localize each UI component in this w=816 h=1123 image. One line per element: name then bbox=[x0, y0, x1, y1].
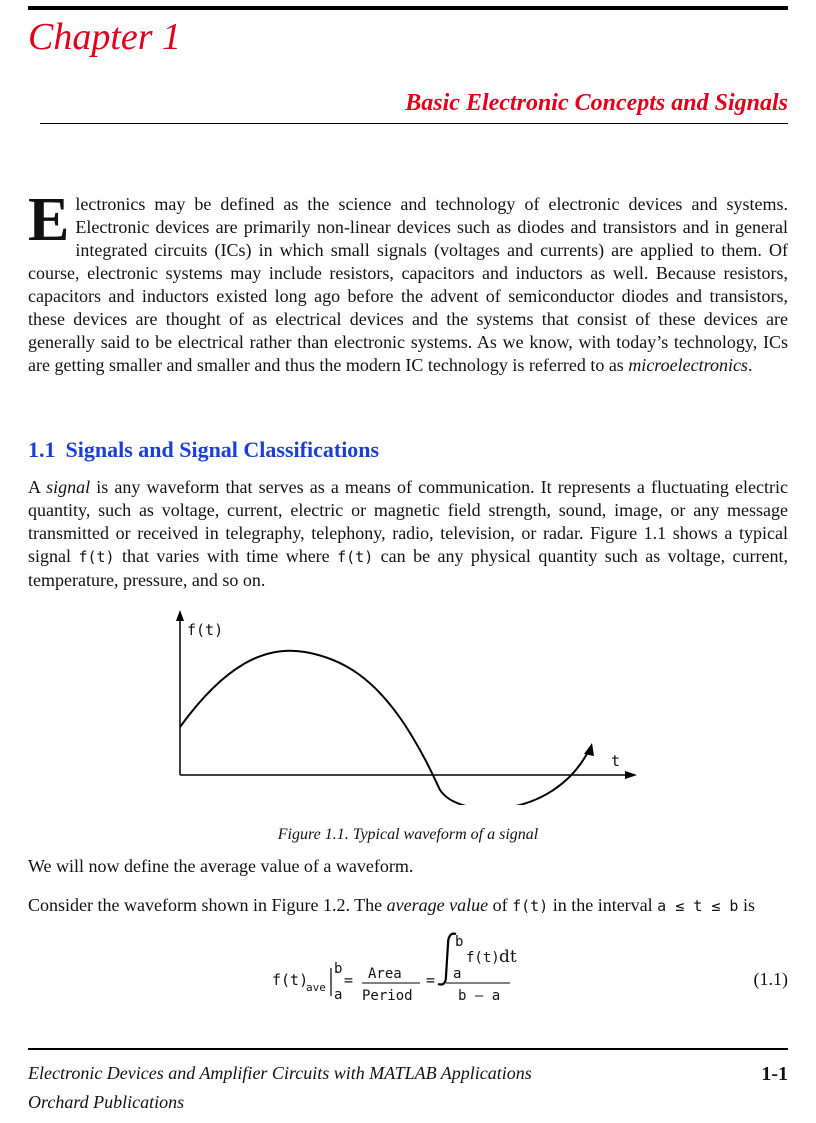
signal-math-2: f(t) bbox=[337, 548, 374, 566]
title-rule bbox=[40, 123, 788, 124]
signal-math-1: f(t) bbox=[78, 548, 115, 566]
signal-text-4: can be any physical quantity such as voltage, current, temperature, pressure, and so on. bbox=[28, 546, 789, 590]
signal-italic: signal bbox=[46, 477, 91, 497]
consider-italic: average value bbox=[386, 895, 489, 915]
signal-paragraph bbox=[28, 476, 788, 592]
section-title: Signals and Signal Classifications bbox=[65, 437, 380, 462]
intro-end: . bbox=[747, 355, 753, 375]
y-axis-arrow-icon bbox=[176, 610, 184, 621]
signal-text-1: A bbox=[28, 477, 47, 497]
top-rule bbox=[28, 6, 788, 10]
eq-frac-denominator: Period bbox=[362, 988, 413, 1004]
eq-lhs-f: f(t) bbox=[272, 971, 309, 989]
footer-publisher: Orchard Publications bbox=[28, 1092, 185, 1112]
consider-math-2: a ≤ t ≤ b bbox=[657, 897, 739, 915]
signal-text-2: is any waveform that serves as a means of communication. It represents a fluctuating electric quantity, such as voltage, current, electric or magnetic field strength, sound, image, or any message transmitted or received in telegraphy, telephony, radio, television, or radar. Figure 1.1 shows a typical signal bbox=[28, 477, 788, 566]
intro-paragraph bbox=[28, 186, 788, 377]
section-number: 1.1 bbox=[28, 437, 56, 462]
footer-rule bbox=[28, 1048, 788, 1050]
eq-equals-2: = bbox=[426, 971, 436, 989]
x-axis-label: t bbox=[611, 752, 621, 770]
eq-frac2-denominator: b – a bbox=[458, 988, 501, 1004]
consider-paragraph bbox=[28, 894, 788, 918]
y-axis-label: f(t) bbox=[187, 621, 224, 639]
consider-text-3: in the interval bbox=[548, 895, 658, 915]
eq-lhs-upper: b bbox=[334, 961, 343, 977]
footer-book-title: Electronic Devices and Amplifier Circuits with MATLAB Applications bbox=[28, 1063, 532, 1083]
chapter-title: Basic Electronic Concepts and Signals bbox=[405, 90, 788, 116]
drop-cap: E bbox=[28, 186, 70, 254]
equation-number: (1.1) bbox=[753, 969, 788, 989]
consider-text-4: is bbox=[738, 895, 755, 915]
figure-caption: Figure 1.1. Typical waveform of a signal bbox=[277, 826, 539, 843]
waveform-arrow-icon bbox=[584, 743, 594, 756]
consider-text-1: Consider the waveform shown in Figure 1.2. The bbox=[28, 895, 387, 915]
define-paragraph: We will now define the average value of a waveform. bbox=[28, 856, 414, 876]
eq-equals-1: = bbox=[344, 971, 354, 989]
eq-lhs-sub: ave bbox=[306, 981, 326, 994]
eq-lhs-lower: a bbox=[334, 987, 343, 1003]
eq-integrand: f(t) bbox=[466, 950, 500, 966]
intro-text: lectronics may be defined as the science and technology of electronic devices and systems. Electronic devices are primarily non-linear devices such as diodes and transistors and in general integrated circuits (ICs) in which small signals (voltages and currents) are applied to them. Of course, electronic systems may include resistors, capacitors and inductors as well. Because resistors, capacitors and inductors existed long ago before the advent of semiconductor diodes and transistors, these devices are thought of as electrical devices and the systems that consist of these devices are generally said to be electrical rather than electronic systems. As we know, with today’s technology, ICs are getting smaller and smaller and thus the modern IC technology is referred to as bbox=[28, 194, 788, 375]
page-number: 1-1 bbox=[761, 1063, 788, 1085]
intro-italic-term: microelectronics bbox=[628, 355, 748, 375]
eq-frac-numerator: Area bbox=[368, 966, 402, 982]
average-value-equation bbox=[250, 928, 790, 1008]
consider-text-2: of bbox=[488, 895, 513, 915]
chapter-label: Chapter 1 bbox=[28, 16, 182, 58]
section-heading bbox=[28, 436, 379, 464]
eq-int-lower: a bbox=[453, 966, 462, 982]
consider-math-1: f(t) bbox=[512, 897, 549, 915]
waveform-curve bbox=[180, 651, 590, 805]
eq-integrand-d: dt bbox=[499, 947, 517, 967]
eq-int-upper: b bbox=[455, 934, 464, 950]
x-axis-arrow-icon bbox=[625, 771, 637, 779]
signal-text-3: that varies with time where bbox=[114, 546, 338, 566]
waveform-figure bbox=[165, 605, 645, 805]
